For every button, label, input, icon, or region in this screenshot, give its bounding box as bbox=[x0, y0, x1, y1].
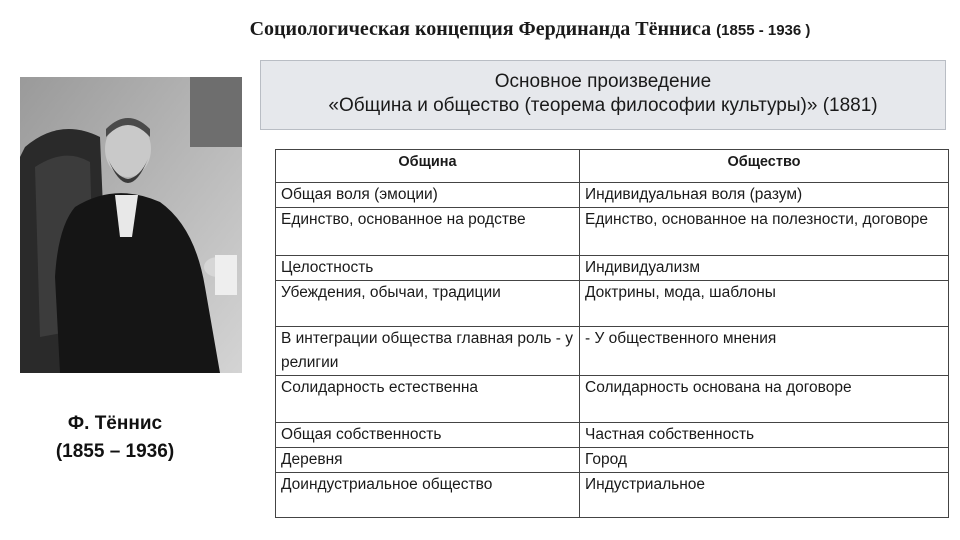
caption-name: Ф. Тённис bbox=[67, 413, 163, 434]
table-cell: Общая воля (эмоции) bbox=[276, 183, 580, 208]
comparison-table bbox=[275, 149, 949, 518]
table-cell: Солидарность естественна bbox=[276, 376, 580, 423]
table-cell: Доктрины, мода, шаблоны bbox=[580, 281, 949, 327]
table-row bbox=[276, 448, 949, 473]
table-cell: Единство, основанное на полезности, договоре bbox=[580, 208, 949, 256]
table-cell: Убеждения, обычаи, традиции bbox=[276, 281, 580, 327]
portrait-photo-icon bbox=[20, 77, 242, 373]
title-years: (1855 - 1936 ) bbox=[716, 22, 811, 39]
table-cell: Доиндустриальное общество bbox=[276, 473, 580, 518]
table-cell: Индивидуальная воля (разум) bbox=[580, 183, 949, 208]
table-row bbox=[276, 183, 949, 208]
table-cell: Солидарность основана на договоре bbox=[580, 376, 949, 423]
table-header-row bbox=[276, 150, 949, 183]
table-row bbox=[276, 423, 949, 448]
title-main: Социологическая концепция Фердинанда Тённиса bbox=[249, 18, 712, 40]
table-row bbox=[276, 473, 949, 518]
column-header-society: Общество bbox=[580, 150, 949, 183]
table-row bbox=[276, 208, 949, 256]
table-row bbox=[276, 376, 949, 423]
table-cell: В интеграции общества главная роль - у религии bbox=[276, 327, 580, 376]
table-cell: Город bbox=[580, 448, 949, 473]
table-cell: Частная собственность bbox=[580, 423, 949, 448]
caption-years: (1855 – 1936) bbox=[55, 441, 175, 462]
table-cell: Целостность bbox=[276, 256, 580, 281]
portrait-caption bbox=[30, 410, 200, 466]
table-cell: - У общественного мнения bbox=[580, 327, 949, 376]
table-cell: Деревня bbox=[276, 448, 580, 473]
table-cell: Общая собственность bbox=[276, 423, 580, 448]
table-cell: Индустриальное bbox=[580, 473, 949, 518]
table-row bbox=[276, 256, 949, 281]
table-row bbox=[276, 327, 949, 376]
column-header-community: Община bbox=[276, 150, 580, 183]
table-row bbox=[276, 281, 949, 327]
main-work-box bbox=[260, 60, 946, 130]
main-work-name: «Община и общество (теорема философии культуры)» (1881) bbox=[328, 95, 878, 116]
main-work-heading: Основное произведение bbox=[494, 71, 712, 92]
slide-title bbox=[0, 18, 960, 41]
table-cell: Индивидуализм bbox=[580, 256, 949, 281]
table-cell: Единство, основанное на родстве bbox=[276, 208, 580, 256]
